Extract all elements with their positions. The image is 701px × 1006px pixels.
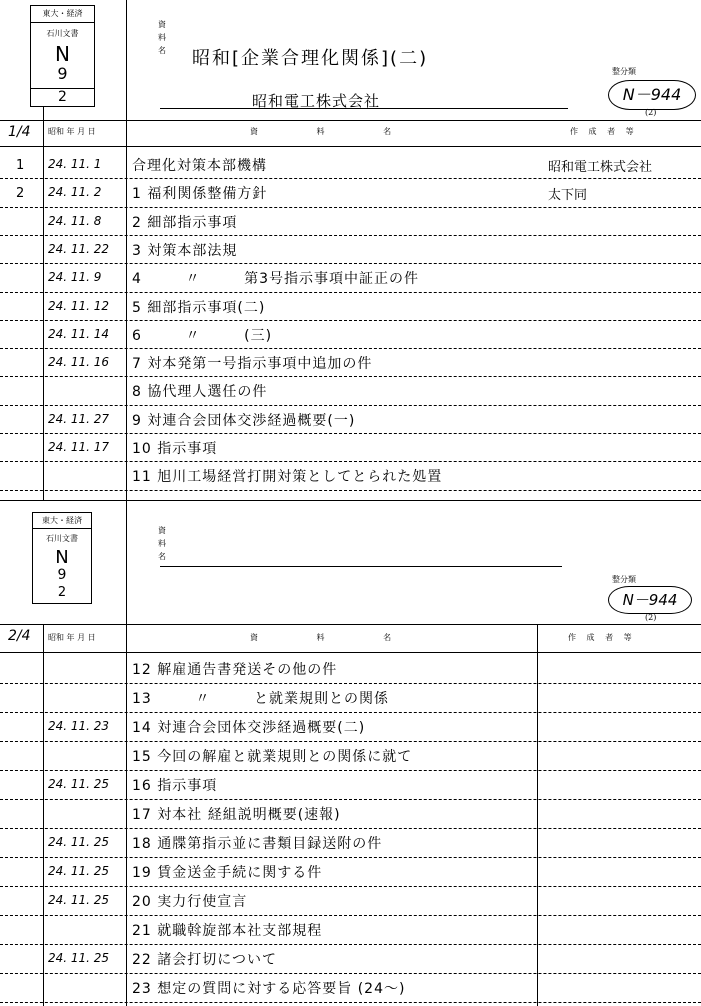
shiryo-label-char: 資 [158, 526, 166, 535]
row-title: 22 諸会打切について [132, 952, 277, 968]
header-date: 昭和 年 月 日 [48, 633, 96, 642]
row-date: 24. 11. 25 [48, 835, 110, 849]
shiryo-label [158, 524, 168, 563]
row-date: 24. 11. 8 [48, 213, 102, 228]
row-author: 太下同 [548, 188, 588, 204]
row-date: 24. 11. 2 [48, 185, 102, 200]
row-title: 12 解雇通告書発送その他の件 [132, 662, 338, 678]
classification-code [608, 80, 696, 110]
shiryo-label-char: 資 [158, 20, 166, 29]
row-title: 17 対本社 経組説明概要(速報) [132, 807, 341, 823]
row-index: 2 [16, 186, 25, 202]
row-title: 11 旭川工場経営打開対策としてとられた処置 [132, 469, 443, 486]
row-title: 1 福利関係整備方針 [132, 186, 268, 203]
row-title: 23 想定の質問に対する応答要旨 (24～) [132, 981, 406, 997]
classification-label: 整分類 [612, 575, 636, 584]
stamp-code-num: 9 [57, 64, 68, 83]
header-author: 作 成 者 等 [570, 127, 638, 136]
stamp-line-1: 東大・経済 [33, 515, 91, 529]
row-date: 24. 11. 9 [48, 270, 102, 285]
row-date: 24. 11. 25 [48, 951, 110, 965]
row-title: 2 細部指示事項 [132, 214, 238, 231]
document-title: 昭和[企業合理化関係](二) [192, 48, 429, 69]
row-title: 21 就職斡旋部本社支部規程 [132, 923, 323, 939]
row-date: 24. 11. 23 [48, 719, 110, 733]
stamp-line-2: 石川文書 [46, 534, 78, 543]
row-index: 1 [16, 158, 25, 173]
row-title: 15 今回の解雇と就業規則との関係に就て [132, 749, 413, 765]
company-name: 昭和電工株式会社 [252, 92, 381, 110]
archive-stamp-box [30, 5, 95, 107]
row-title: 10 指示事項 [132, 441, 218, 457]
row-title: 16 指示事項 [132, 778, 218, 794]
header-name: 資 料 名 [250, 633, 420, 642]
classification-sub: (2) [645, 613, 657, 622]
row-date: 24. 11. 25 [48, 777, 110, 791]
row-title: 3 対策本部法規 [132, 242, 238, 259]
row-title: 20 実力行使宣言 [132, 894, 248, 910]
row-title: 9 対連合会団体交渉経過概要(一) [132, 412, 356, 429]
shiryo-label-char: 名 [158, 552, 166, 561]
stamp-code-letter: N [55, 42, 70, 66]
shiryo-label-char: 料 [158, 539, 166, 548]
row-date: 24. 11. 25 [48, 893, 110, 907]
row-title: 4 〃 第3号指示事項中証正の件 [132, 271, 420, 288]
row-title: 5 細部指示事項(二) [132, 299, 266, 316]
classification-sub: (2) [645, 108, 657, 117]
stamp-code-letter: N [55, 547, 69, 568]
shiryo-label [158, 18, 168, 57]
row-title: 6 〃 (三) [132, 327, 273, 344]
row-title: 14 対連合会団体交渉経過概要(二) [132, 720, 366, 736]
row-date: 24. 11. 1 [48, 157, 102, 171]
page-indicator: 1/4 [8, 124, 31, 140]
archive-stamp-box [32, 512, 92, 604]
header-date: 昭和 年 月 日 [48, 127, 96, 136]
classification-label: 整分類 [612, 67, 636, 76]
row-title: 合理化対策本部機構 [132, 158, 267, 174]
stamp-line-2: 石川文書 [46, 29, 79, 38]
shiryo-label-char: 料 [158, 33, 166, 42]
row-date: 24. 11. 27 [48, 411, 110, 426]
stamp-line-1: 東大・経済 [31, 8, 94, 23]
row-title: 19 賃金送金手続に関する件 [132, 865, 323, 881]
row-date: 24. 11. 12 [48, 298, 110, 313]
classification-code [608, 586, 692, 614]
row-date: 24. 11. 22 [48, 241, 110, 256]
row-date: 24. 11. 17 [48, 440, 110, 454]
stamp-sub: 2 [31, 88, 94, 105]
row-date: 24. 11. 16 [48, 355, 110, 370]
classification-code-text: N－944 [622, 85, 682, 104]
row-title: 8 協代理人選任の件 [132, 384, 268, 401]
stamp-sub: 2 [57, 585, 67, 600]
stamp-code-num: 9 [57, 567, 67, 583]
header-name: 資 料 名 [250, 127, 420, 136]
shiryo-label-char: 名 [158, 46, 166, 55]
classification-code-text: N－944 [622, 591, 678, 609]
row-title: 18 通牒第指示並に書類目録送附の件 [132, 836, 383, 852]
row-date: 24. 11. 25 [48, 864, 110, 878]
row-title: 13 〃 と就業規則との関係 [132, 691, 390, 707]
page-indicator: 2/4 [8, 628, 31, 644]
row-title: 7 対本発第一号指示事項中追加の件 [132, 356, 373, 373]
row-date: 24. 11. 14 [48, 326, 110, 341]
row-author: 昭和電工株式会社 [548, 160, 653, 175]
header-author: 作 成 者 等 [568, 633, 636, 642]
